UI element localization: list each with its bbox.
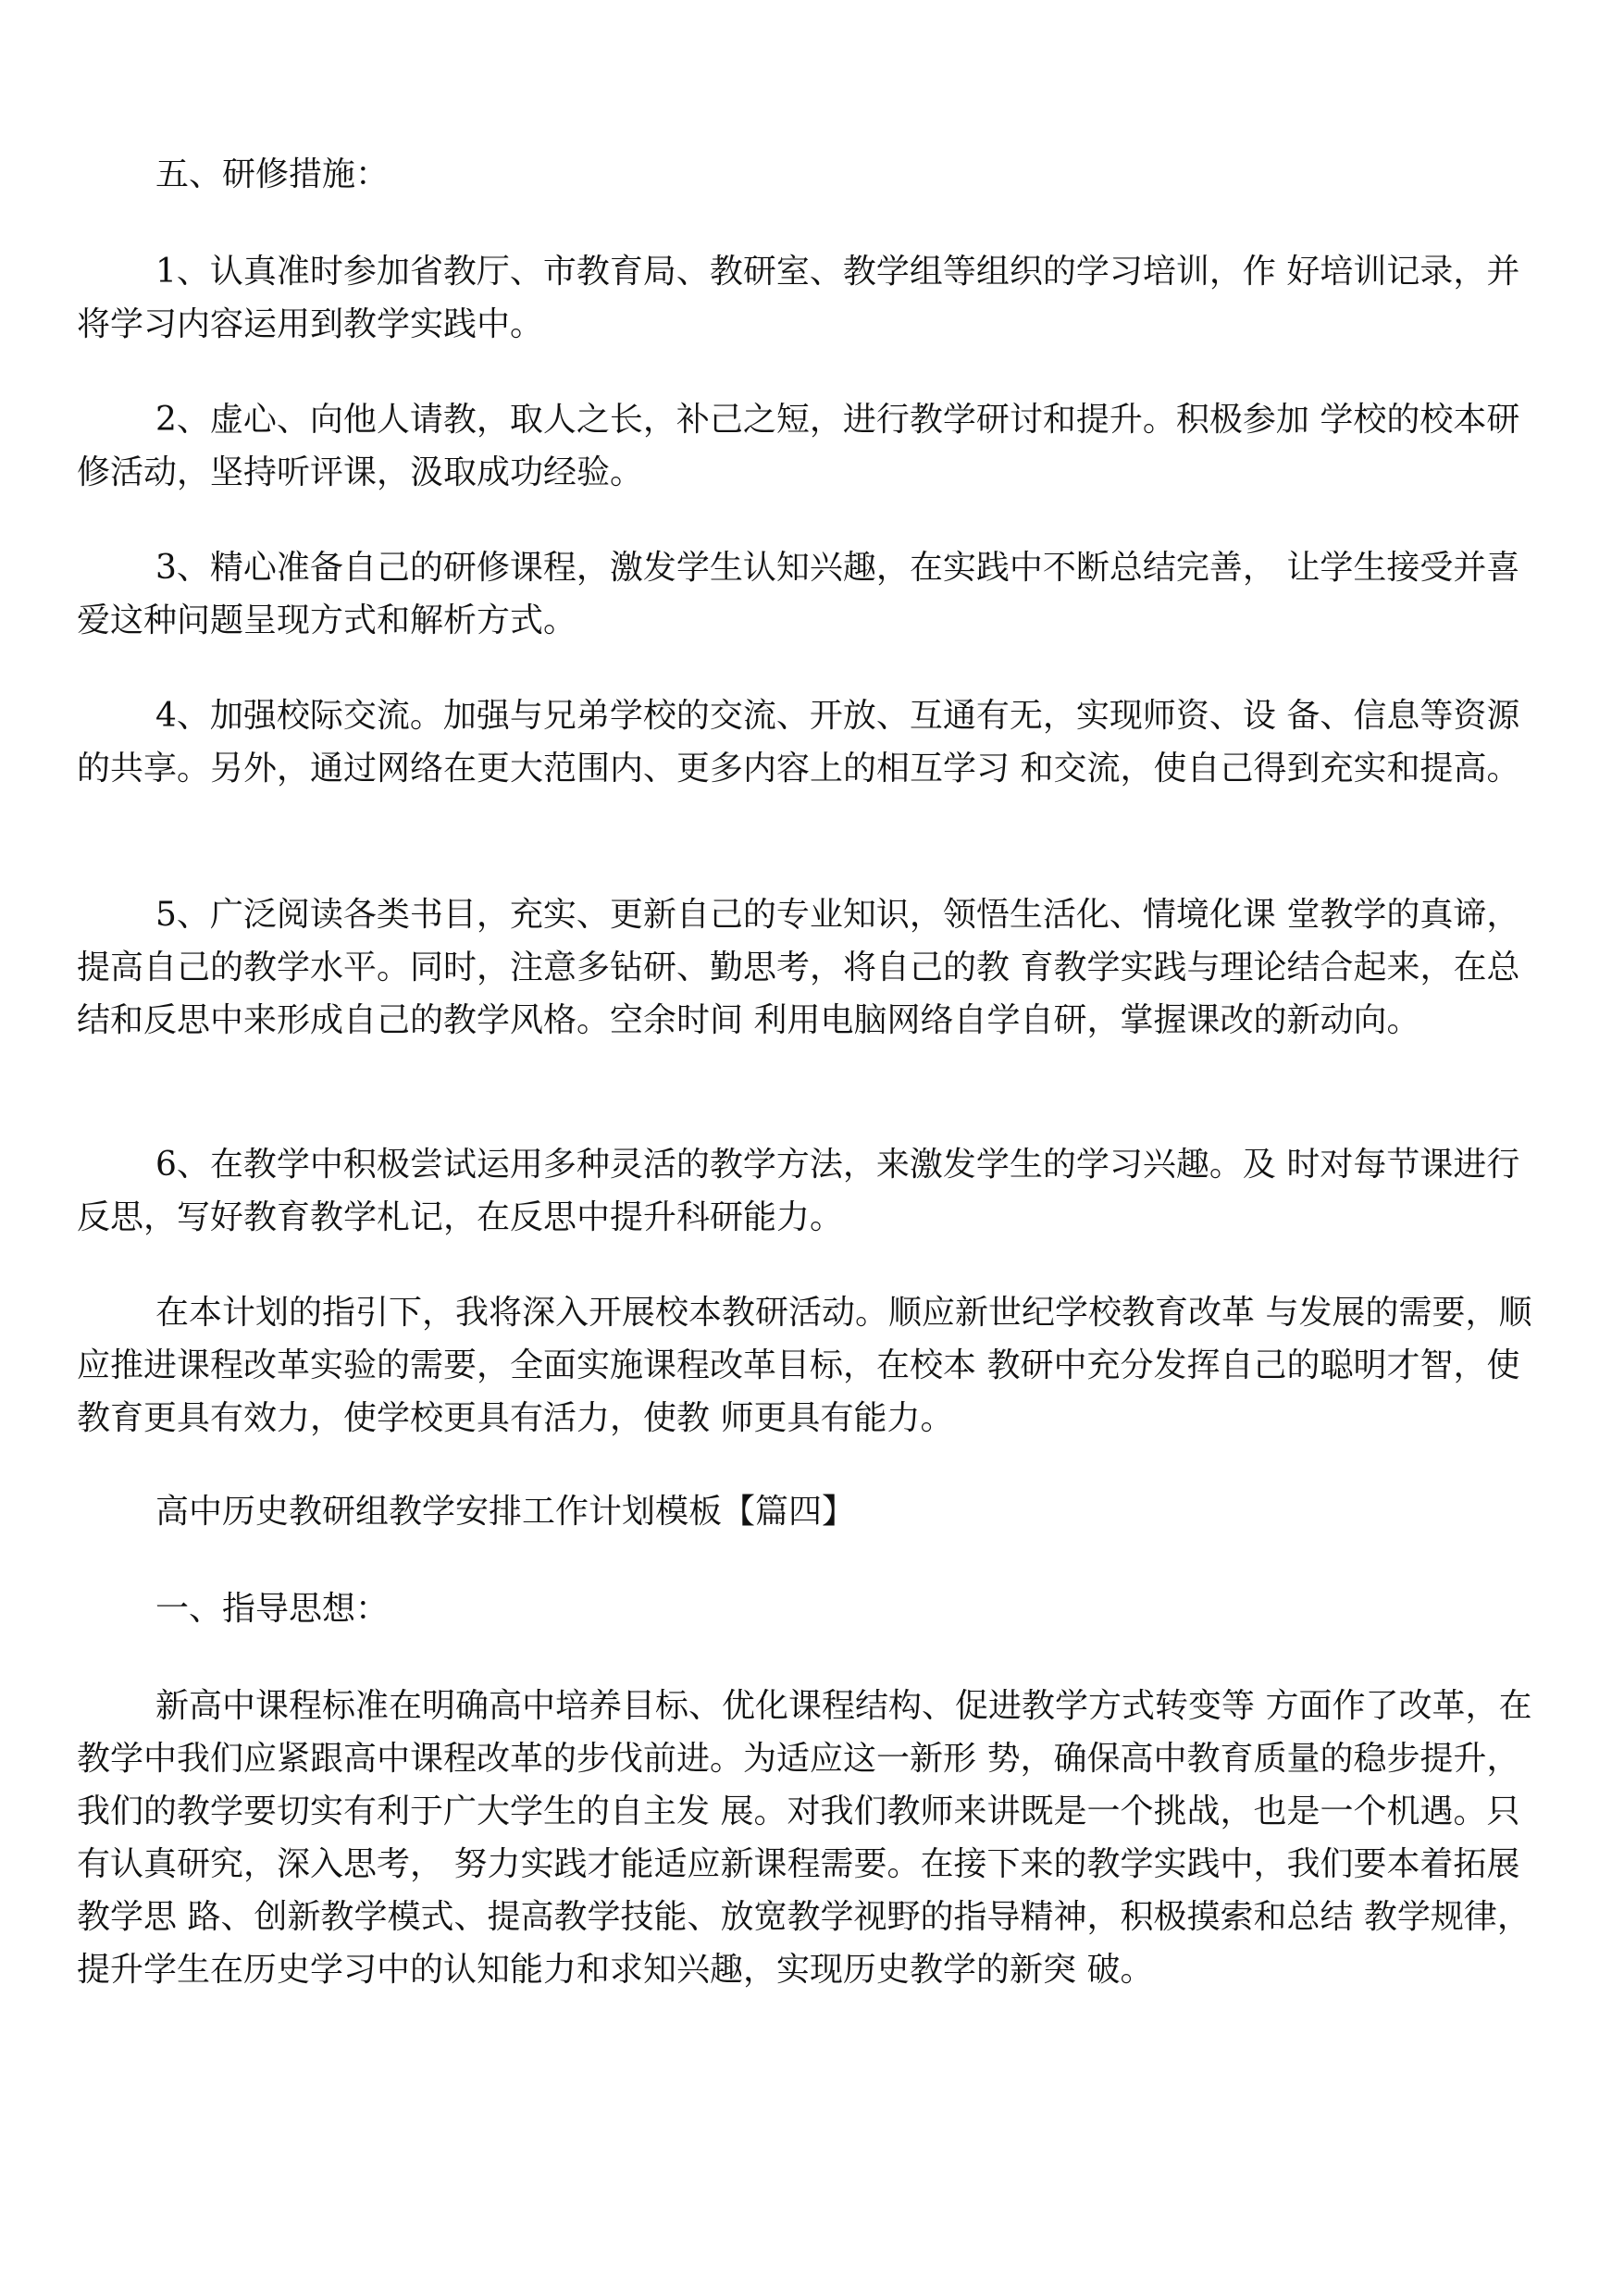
section-heading-guiding-thought: 一、指导思想：: [155, 1590, 390, 1628]
conclusion-paragraph: 在本计划的指引下，我将深入开展校本教研活动。顺应新世纪学校教育改革 与发展的需要，顺应推进课程改革实验的需要，全面实施课程改革目标，在校本 教研中充分发挥自己的聪明才智，使教育更具有效力，使学校更具有活力，使教 师更具有能力。: [77, 1294, 1532, 1437]
measure-item-1: 1、认真准时参加省教厅、市教育局、教研室、教学组等组织的学习培训，作 好培训记录，并将学习内容运用到教学实践中。: [77, 253, 1520, 343]
measure-item-5: 5、广泛阅读各类书目，充实、更新自己的专业知识，领悟生活化、情境化课 堂教学的真谛，提高自己的教学水平。同时，注意多钻研、勤思考，将自己的教 育教学实践与理论结合起来，在总结和反思中来形成自己的教学风格。空余时间 利用电脑网络自学自研，掌握课改的新动向。: [77, 896, 1520, 1039]
measure-item-3: 3、精心准备自己的研修课程，激发学生认知兴趣，在实践中不断总结完善， 让学生接受并喜爱这种问题呈现方式和解析方式。: [77, 549, 1520, 639]
measure-item-6: 6、在教学中积极尝试运用多种灵活的教学方法，来激发学生的学习兴趣。及 时对每节课进行反思，写好教育教学札记，在反思中提升科研能力。: [77, 1146, 1520, 1236]
guiding-thought-paragraph: 新高中课程标准在明确高中培养目标、优化课程结构、促进教学方式转变等 方面作了改革，在教学中我们应紧跟高中课程改革的步伐前进。为适应这一新形 势，确保高中教育质量的稳步提升，我们的教学要切实有利于广大学生的自主发 展。对我们教师来讲既是一个挑战，也是一个机遇。只有认真研究，深入思考， 努力实践才能适应新课程需要。在接下来的教学实践中，我们要本着拓展教学思 路、创新教学模式、提高教学技能、放宽教学视野的指导精神，积极摸索和总结 教学规律，提升学生在历史学习中的认知能力和求知兴趣，实现历史教学的新突 破。: [77, 1687, 1532, 1989]
measure-item-2: 2、虚心、向他人请教，取人之长，补己之短，进行教学研讨和提升。积极参加 学校的校本研修活动，坚持听评课，汲取成功经验。: [77, 401, 1520, 491]
measure-item-4: 4、加强校际交流。加强与兄弟学校的交流、开放、互通有无，实现师资、设 备、信息等资源的共享。另外，通过网络在更大范围内、更多内容上的相互学习 和交流，使自己得到充实和提高。: [77, 697, 1520, 788]
part-four-title: 高中历史教研组教学安排工作计划模板【篇四】: [155, 1493, 856, 1531]
section-heading-measures: 五、研修措施：: [155, 155, 390, 193]
